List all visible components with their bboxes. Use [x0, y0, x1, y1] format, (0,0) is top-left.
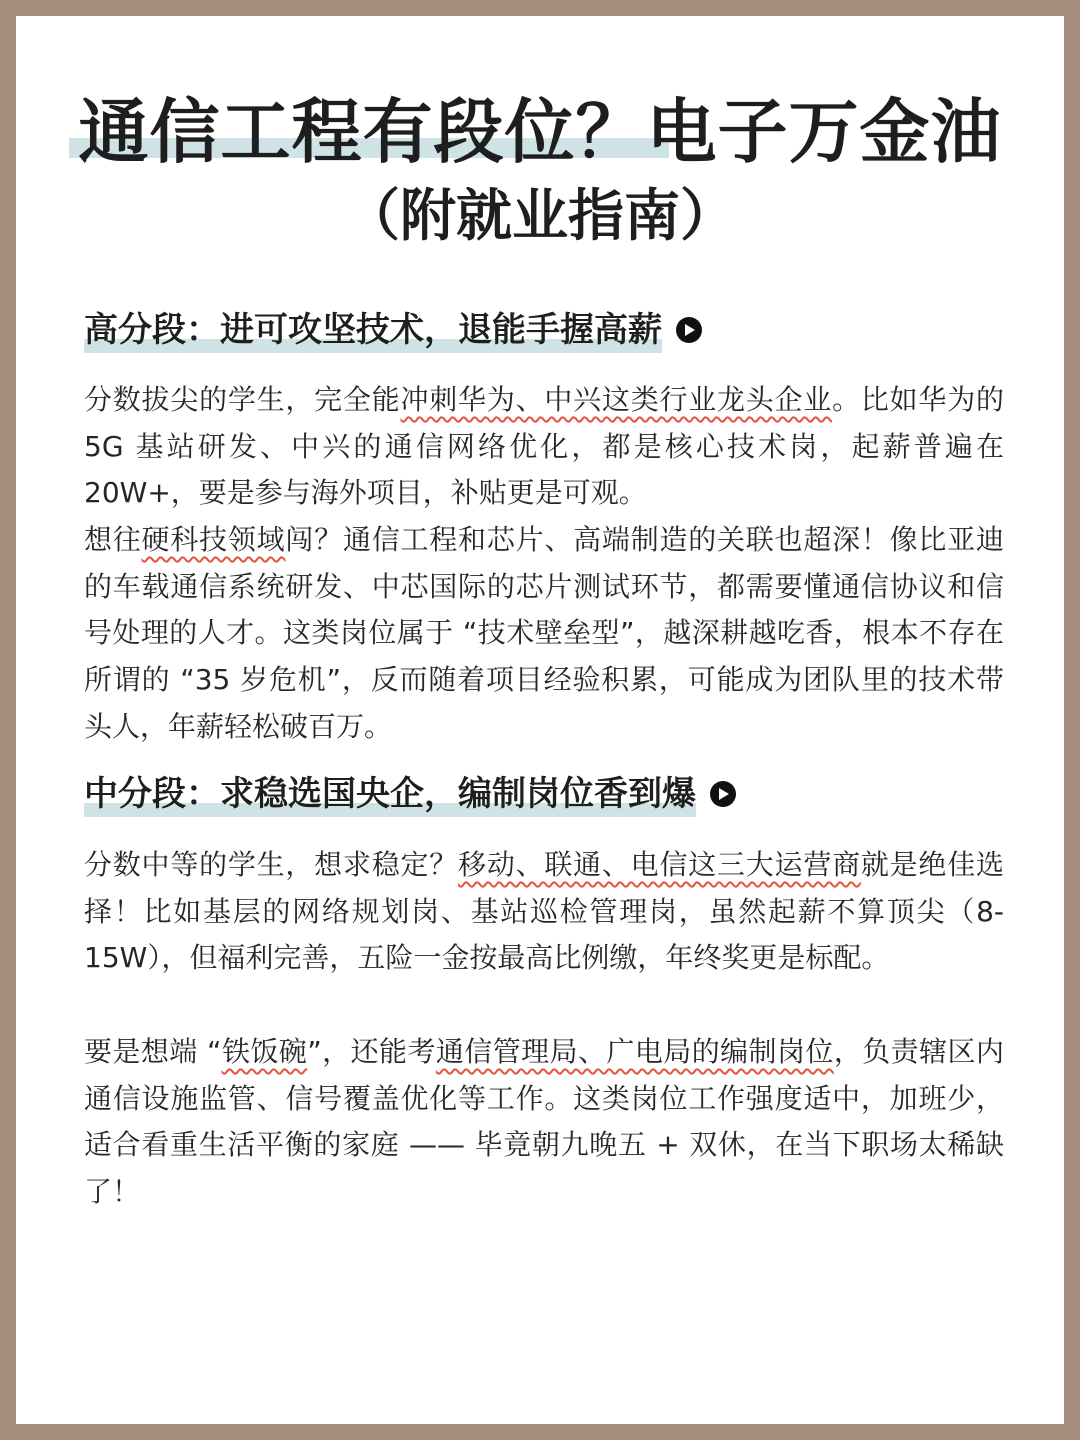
play-circle-icon — [676, 317, 702, 343]
wavy-underline-emphasis: 硬科技领域 — [141, 523, 286, 556]
play-circle-icon — [710, 781, 736, 807]
wavy-underline-emphasis: 铁饭碗 — [221, 1035, 308, 1068]
section-heading-high-score: 高分段：进可攻坚技术，退能手握高薪 — [84, 306, 702, 354]
section2-paragraph-1: 分数中等的学生，想求稳定？移动、联通、电信这三大运营商就是绝佳选择！比如基层的网络规划岗、基站巡检管理岗，虽然起薪不算顶尖（8-15W），但福利完善，五险一金按最高比例缴，年终奖更是标配。 — [84, 848, 1004, 975]
section-heading-mid-score: 中分段：求稳选国央企，编制岗位香到爆 — [84, 770, 736, 818]
post-card — [16, 16, 1064, 1424]
section1-paragraph-2: 想往硬科技领域闯？通信工程和芯片、高端制造的关联也超深！像比亚迪的车载通信系统研发、中芯国际的芯片测试环节，都需要懂通信协议和信号处理的人才。这类岗位属于 “技术壁垒型”，越深耕越吃香，根本不存在所谓的 “35 岁危机”，反而随着项目经验积累，可能成为团队里的技术带头人，年薪轻松破百万。 — [84, 523, 1004, 743]
wavy-underline-emphasis: 移动、联通、电信这三大运营商 — [458, 848, 861, 881]
page-title: 通信工程有段位？电子万金油 — [79, 86, 1002, 178]
wavy-underline-emphasis: 通信管理局、广电局的编制岗位 — [435, 1035, 834, 1068]
title-block — [16, 86, 1064, 252]
wavy-underline-emphasis: 冲刺华为、中兴这类行业龙头企业 — [400, 383, 833, 416]
page-subtitle: （附就业指南） — [344, 183, 736, 249]
section2-paragraph-2: 要是想端 “铁饭碗”，还能考通信管理局、广电局的编制岗位，负责辖区内通信设施监管、信号覆盖优化等工作。这类岗位工作强度适中，加班少，适合看重生活平衡的家庭 —— 毕竟朝九晚五 + 双休，在当下职场太稀缺了！ — [84, 1035, 1004, 1209]
section1-paragraph-1: 分数拔尖的学生，完全能冲刺华为、中兴这类行业龙头企业。比如华为的 5G 基站研发、中兴的通信网络优化，都是核心技术岗，起薪普遍在 20W+，要是参与海外项目，补贴更是可观。 — [84, 383, 1004, 510]
